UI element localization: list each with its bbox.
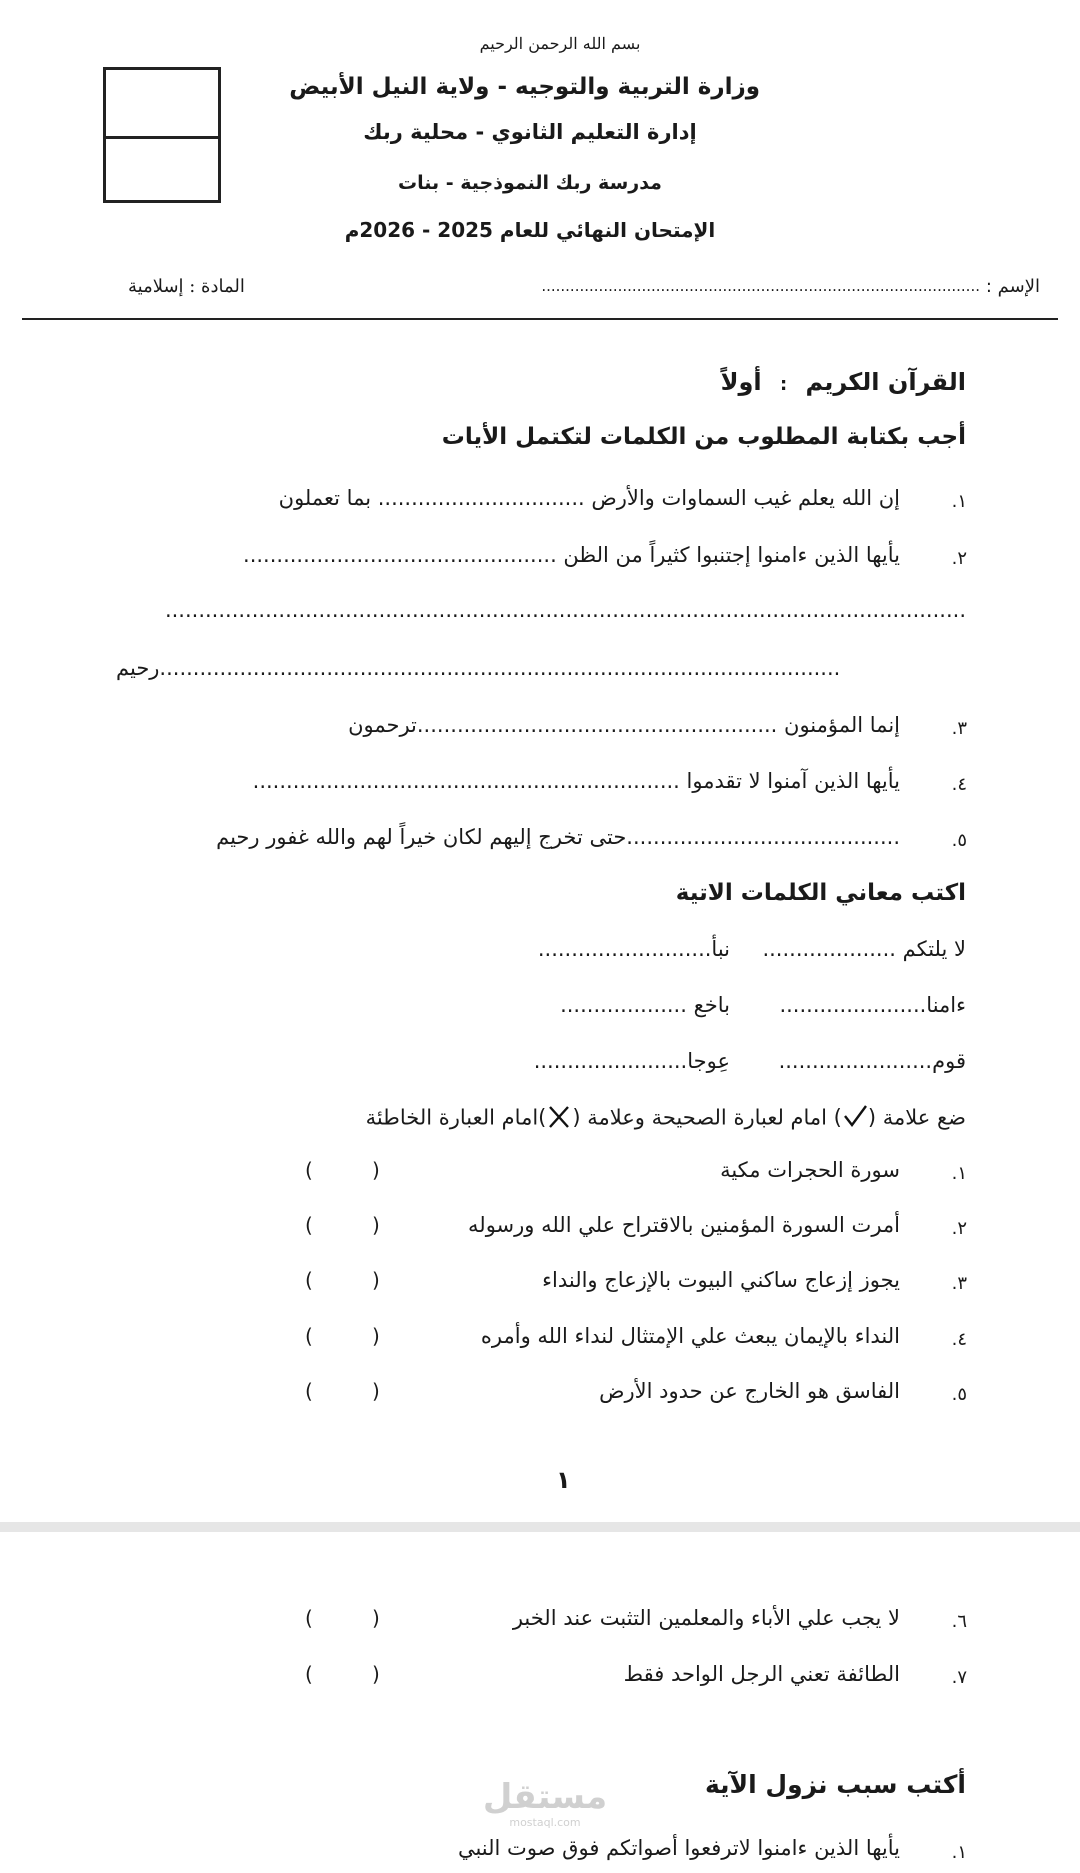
answer-paren-open[interactable]: ( [372,1213,380,1237]
list-number: ٣. [951,718,967,739]
list-number: ٢. [951,548,967,569]
subject-label: المادة : إسلامية [128,276,245,297]
name-dots[interactable]: ............................................................................................ [541,277,980,295]
meaning-item[interactable]: باخع ................... [560,993,730,1017]
answer-paren-open[interactable]: ( [372,1268,380,1292]
answer-paren-close[interactable]: ) [305,1158,313,1182]
checkmark-icon [842,1103,868,1134]
section-order: أولاً [720,368,762,396]
instruction-part-a: ضع علامة ( [867,1105,966,1130]
list-number: ٥. [951,1384,967,1405]
list-number: ١. [951,1842,967,1863]
answer-paren-close[interactable]: ) [305,1662,313,1686]
statement-text: يجوز إزعاج ساكني البيوت بالإزعاج والنداء [542,1268,900,1292]
cause-item: يأيها الذين ءامنوا لاترفعوا أصواتكم فوق صوت النبي [457,1836,900,1860]
answer-paren-open[interactable]: ( [372,1324,380,1348]
fill-in-line[interactable]: ......................................................................................................رحيم [116,656,841,680]
list-number: ١. [951,491,967,512]
answer-paren-open[interactable]: ( [372,1158,380,1182]
list-number: ٥. [951,830,967,851]
meaning-item[interactable]: قوم....................... [778,1049,966,1073]
section-instruction: أجب بكتابة المطلوب من الكلمات لتكتمل الأيات [441,424,966,450]
name-label: الإسم : [985,276,1040,297]
instruction-part-c: )امام العبارة الخاطئة [365,1105,547,1130]
fill-in-item[interactable]: إن الله يعلم غيب السماوات والأرض ............................... بما تعملون [278,486,900,510]
truefalse-instruction [366,1103,966,1134]
section-name: القرآن الكريم [805,368,966,396]
grade-box [103,67,221,203]
header-school: مدرسة ربك النموذجية - بنات [398,172,662,194]
answer-paren-open[interactable]: ( [372,1662,380,1686]
meaning-item[interactable]: عِوجا....................... [533,1049,730,1073]
list-number: ١. [951,1163,967,1184]
header-divider [22,318,1058,320]
statement-text: النداء بالإيمان يبعث علي الإمتثال لنداء الله وأمره [480,1324,900,1348]
list-number: ٧. [951,1667,967,1688]
meaning-item[interactable]: لا يلتكم .................... [762,937,966,961]
fill-in-item[interactable]: يأيها الذين ءامنوا إجتنبوا كثيراً من الظن ............................................... [243,543,900,567]
answer-paren-close[interactable]: ) [305,1324,313,1348]
list-number: ٢. [951,1218,967,1239]
section-title [721,368,966,396]
grade-box-divider [106,136,218,139]
cross-icon [546,1103,572,1134]
meanings-title: اكتب معاني الكلمات الاتية [675,880,966,906]
statement-text: سورة الحجرات مكية [720,1158,900,1182]
answer-paren-open[interactable]: ( [372,1606,380,1630]
answer-paren-close[interactable]: ) [305,1268,313,1292]
list-number: ٤. [951,1329,967,1350]
list-number: ٦. [951,1611,967,1632]
section-colon: : [779,374,788,395]
list-number: ٤. [951,774,967,795]
statement-text: لا يجب علي الأباء والمعلمين التثبت عند الخبر [512,1606,900,1630]
header-administration: إدارة التعليم الثانوي - محلية ربك [363,120,697,144]
header-exam-year: الإمتحان النهائي للعام 2025 - 2026م [344,218,716,242]
header-ministry: وزارة التربية والتوجيه - ولاية النيل الأبيض [289,74,760,100]
meaning-item[interactable]: ءامنا...................... [779,993,966,1017]
statement-text: الفاسق هو الخارج عن حدود الأرض [599,1379,900,1403]
watermark-sub: mostaql.com [509,1816,581,1829]
fill-in-item[interactable]: إنما المؤمنون ......................................................ترحمون [348,713,900,737]
page-number: ١ [556,1466,571,1494]
statement-text: أمرت السورة المؤمنين بالاقتراح علي الله ورسوله [468,1213,900,1237]
watermark [470,1778,620,1829]
fill-in-item[interactable]: .........................................حتى تخرج إليهم لكان خيراً لهم والله غفور رحيم [216,825,900,849]
answer-paren-close[interactable]: ) [305,1379,313,1403]
basmala: بسم الله الرحمن الرحيم [479,34,641,53]
list-number: ٣. [951,1273,967,1294]
meaning-item[interactable]: نبأ.......................... [537,937,730,961]
instruction-part-b: ) امام لعبارة الصحيحة وعلامة ( [572,1105,842,1130]
page-separator [0,1522,1080,1532]
answer-paren-open[interactable]: ( [372,1379,380,1403]
watermark-text: مستقل [482,1777,608,1817]
cause-title: أكتب سبب نزول الآية [704,1770,966,1799]
statement-text: الطائفة تعني الرجل الواحد فقط [623,1662,900,1686]
answer-paren-close[interactable]: ) [305,1606,313,1630]
fill-in-item[interactable]: يأيها الذين آمنوا لا تقدموا ................................................................ [252,769,900,793]
answer-paren-close[interactable]: ) [305,1213,313,1237]
fill-in-line[interactable]: ........................................................................................................................ [164,598,966,622]
